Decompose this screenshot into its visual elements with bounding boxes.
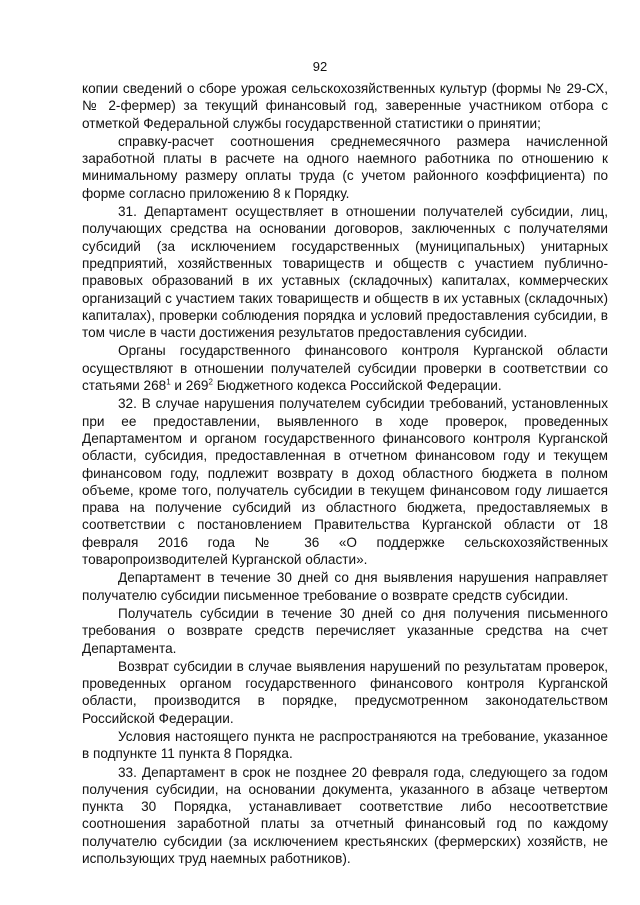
financial-control-text-mid: и 269 (170, 378, 209, 394)
paragraph-form-copies: копии сведений о сборе урожая сельскохозяйственных культур (формы № 29-СХ, № 2-фермер) за текущий финансовый год, заверенные участником отбора с отметкой Федеральной службы государственной статистики о принятии; (82, 81, 608, 131)
financial-control-text-start: Органы государственного финансового контроля Курганской области осуществляют в отношении получателей субсидии проверки в соответствии со статьями 268 (82, 343, 608, 394)
superscript-1: 1 (166, 377, 171, 387)
document-body (82, 80, 608, 867)
page-number: 92 (312, 59, 328, 74)
paragraph-salary-certificate: справку-расчет соотношения среднемесячного размера начисленной заработной платы в расчете на одного наемного работника по отношению к минимальному размеру оплаты труда (с учетом районного коэффициента) по форме согласно приложению 8 к Порядку. (82, 133, 608, 201)
paragraph-refund-transfer: Получатель субсидии в течение 30 дней со дня получения письменного требования о возврате средств перечисляет указанные средства на счет Департамента. (82, 605, 608, 656)
superscript-2: 2 (208, 377, 213, 387)
paragraph-clause-31: 31. Департамент осуществляет в отношении получателей субсидии, лиц, получающих средства на основании договоров, заключенных с получателями субсидий (за исключением государственных (муниципальных) унитарных предприятий, хозяйственных товариществ и обществ с участием публично-правовых образований в их уставных (складочных) капиталах, коммерческих организаций с участием таких товариществ и обществ в их уставных (складочных) капиталах), проверки соблюдения порядка и условий предоставления субсидии, в том числе в части достижения результатов предоставления субсидии. (82, 204, 608, 341)
financial-control-text-end: Бюджетного кодекса Российской Федерации. (212, 378, 502, 394)
paragraph-conditions-exception: Условия настоящего пункта не распространяются на требование, указанное в подпункте 11 пункта 8 Порядка. (82, 728, 608, 762)
paragraph-financial-control (82, 342, 608, 394)
paragraph-clause-32: 32. В случае нарушения получателем субсидии требований, установленных при ее предоставлении, выявленного в ходе проверок, проведенных Департаментом и органом государственного финансового контроля Курганской области, субсидия, предоставленная в отчетном финансовом году и текущем финансовом году, подлежит возврату в доход областного бюджета в полном объеме, кроме того, получатель субсидии в текущем финансовом году лишается права на получение субсидий из областного бюджета, предоставляемых в соответствии с постановлением Правительства Курганской области от 18 февраля 2016 года № 36 «О поддержке сельскохозяйственных товаропроизводителей Курганской области». (82, 396, 608, 568)
paragraph-clause-33: 33. Департамент в срок не позднее 20 февраля года, следующего за годом получения субсидии, на основании документа, указанного в абзаце четвертом пункта 30 Порядка, устанавливает соответствие либо несоответствие соотношения заработной платы за отчетный финансовый год по каждому получателю субсидии (за исключением крестьянских (фермерских) хозяйств, не использующих труд наемных работников). (82, 764, 608, 867)
paragraph-refund-violations: Возврат субсидии в случае выявления нарушений по результатам проверок, проведенных органом государственного финансового контроля Курганской области, производится в порядке, предусмотренном законодательством Российской Федерации. (82, 658, 608, 726)
paragraph-refund-demand: Департамент в течение 30 дней со дня выявления нарушения направляет получателю субсидии письменное требование о возврате средств субсидии. (82, 570, 608, 603)
